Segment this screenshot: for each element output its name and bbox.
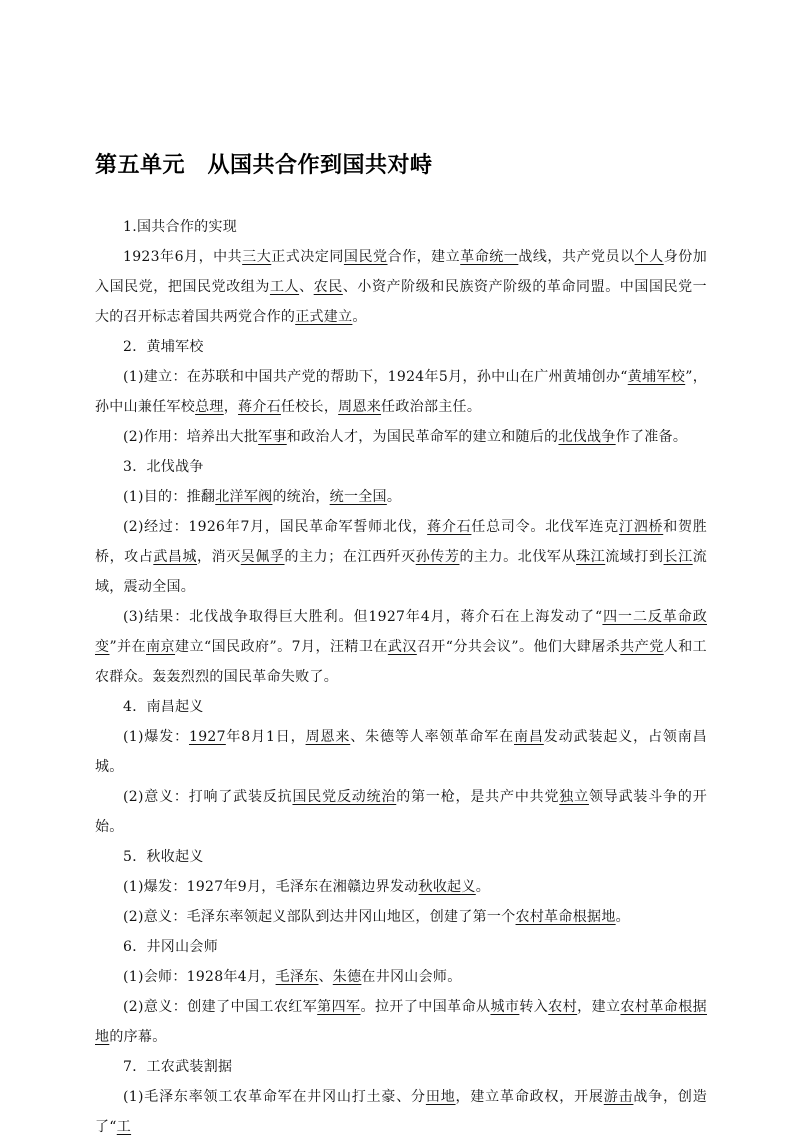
underlined-keyword: 汀泗桥 <box>618 519 664 535</box>
underlined-keyword: 珠江 <box>576 549 606 565</box>
paragraph <box>95 962 707 992</box>
underlined-keyword: 第四军 <box>317 999 361 1015</box>
underlined-keyword: 周恩来 <box>305 729 351 745</box>
text-segment: ，建立革命政权，开展 <box>455 1089 604 1105</box>
document-body <box>95 212 707 1142</box>
text-segment: 的主力；在江西歼灭 <box>284 549 416 565</box>
paragraph <box>95 692 707 722</box>
text-segment: 、小资产阶级和民族资产阶级的革命同盟。中国国民党一大的召开标志着国共两党合作的 <box>95 279 707 325</box>
text-segment: 的序幕。 <box>109 1029 167 1045</box>
text-segment: 合作，建立 <box>387 249 461 265</box>
paragraph <box>95 452 707 482</box>
text-segment: (1)建立：在苏联和中国共产党的帮助下，1924年5月，孙中山在广州黄埔创办“ <box>123 369 628 385</box>
text-segment: 战争，创造了“ <box>95 1089 708 1135</box>
paragraph <box>95 902 707 932</box>
text-segment: 战线，共产党员以 <box>518 249 635 265</box>
text-segment: 3．北伐战争 <box>123 459 204 475</box>
paragraph <box>95 332 707 362</box>
text-segment: 作了准备。 <box>615 429 688 445</box>
text-segment: 6．井冈山会师 <box>123 939 219 955</box>
text-segment: 。 <box>386 489 402 505</box>
underlined-keyword: 蒋介石 <box>427 519 472 535</box>
underlined-keyword: 南京 <box>146 639 176 655</box>
text-segment: 。拉开了中国革命从 <box>360 999 491 1015</box>
paragraph <box>95 242 707 332</box>
text-segment: 召开“分共会议”。他们大肆屠杀 <box>416 639 621 655</box>
text-segment: 正式决定同 <box>271 249 344 265</box>
underlined-keyword: 毛泽东 <box>275 969 319 985</box>
underlined-keyword: 共产党 <box>620 639 664 655</box>
underlined-keyword: 田地 <box>425 1089 456 1105</box>
underlined-keyword: 1927 <box>188 729 226 745</box>
underlined-keyword: 农村革命根据地 <box>515 909 616 925</box>
underlined-keyword: 游击 <box>603 1089 634 1105</box>
text-segment: ，建立 <box>577 999 621 1015</box>
paragraph <box>95 932 707 962</box>
text-segment: 。 <box>352 309 367 325</box>
paragraph <box>95 602 707 692</box>
text-segment: (1)会师：1928年4月， <box>123 969 276 985</box>
text-segment: (2)意义：打响了武装反抗 <box>123 789 293 805</box>
paragraph <box>95 1052 707 1082</box>
underlined-keyword: 国民党反动统治 <box>292 789 397 805</box>
text-segment: ，消灭 <box>197 549 241 565</box>
underlined-keyword: 农民 <box>313 279 343 295</box>
text-segment: 的统治， <box>272 489 330 505</box>
underlined-keyword: 吴佩孚 <box>240 549 285 565</box>
text-segment: 和政治人才，为国民革命军的建立和随后的 <box>286 429 559 445</box>
paragraph <box>95 842 707 872</box>
underlined-keyword: 独立 <box>559 789 589 805</box>
text-segment: 和贺胜桥，攻占 <box>95 519 708 565</box>
paragraph <box>95 1082 707 1142</box>
underlined-keyword: 国民党 <box>343 249 388 265</box>
text-segment: 、朱德等人率领革命军在 <box>350 729 514 745</box>
text-segment: 1923年6月，中共 <box>123 249 243 265</box>
underlined-keyword: 武汉 <box>387 639 417 655</box>
underlined-keyword: 黄埔军校 <box>627 369 686 385</box>
text-segment: (2)意义：创建了中国工农红军 <box>123 999 318 1015</box>
text-segment: 领导武装斗争的开始。 <box>95 789 708 835</box>
text-segment: 在井冈山会师。 <box>361 969 462 985</box>
underlined-keyword: 朱德 <box>332 969 362 985</box>
text-segment: 2．黄埔军校 <box>123 339 204 355</box>
underlined-keyword: 周恩来 <box>338 399 382 415</box>
text-segment: 1.国共合作的实现 <box>123 219 238 235</box>
text-segment: 5．秋收起义 <box>123 849 204 865</box>
text-segment: 任校长， <box>280 399 339 415</box>
underlined-keyword: 武昌城 <box>153 549 198 565</box>
text-segment: ， <box>223 399 239 415</box>
text-segment: ”，孙中山兼任军校 <box>95 369 707 415</box>
underlined-keyword: 工 <box>116 1119 132 1135</box>
underlined-keyword: 个人 <box>634 249 664 265</box>
text-segment: (2)作用：培养出大批 <box>123 429 259 445</box>
underlined-keyword: 城市 <box>490 999 520 1015</box>
text-segment: 。 <box>615 909 630 925</box>
underlined-keyword: 三大 <box>242 249 272 265</box>
paragraph <box>95 212 707 242</box>
text-segment: ”并在 <box>109 639 147 655</box>
underlined-keyword: 革命统一 <box>460 249 519 265</box>
text-segment: (1)爆发：1927年9月，毛泽东在湘赣边界发动 <box>123 879 419 895</box>
text-segment: (2)意义：毛泽东率领起义部队到达井冈山地区，创建了第一个 <box>123 909 516 925</box>
text-segment: 流域，震动全国。 <box>95 549 707 595</box>
text-segment: 身份加入国民党，把国民党改组为 <box>95 249 708 295</box>
text-segment: (1)爆发： <box>123 729 189 745</box>
underlined-keyword: 农村 <box>548 999 578 1015</box>
underlined-keyword: 孙传芳 <box>415 549 460 565</box>
text-segment: 任总司令。北伐军连克 <box>471 519 619 535</box>
underlined-keyword: 工人 <box>269 279 300 295</box>
text-segment: (3)结果：北伐战争取得巨大胜利。但1927年4月，蒋介石在上海发动了“ <box>123 609 603 625</box>
text-segment: 的主力。北伐军从 <box>459 549 577 565</box>
underlined-keyword: 军事 <box>258 429 287 445</box>
text-segment: (1)目的：推翻 <box>123 489 216 505</box>
underlined-keyword: 农村革命根据地 <box>95 999 707 1045</box>
text-segment: 任政治部主任。 <box>381 399 482 415</box>
underlined-keyword: 统一全国 <box>329 489 387 505</box>
underlined-keyword: 总理 <box>195 399 224 415</box>
underlined-keyword: 四一二反革命政变 <box>95 609 707 655</box>
paragraph <box>95 782 707 842</box>
paragraph <box>95 482 707 512</box>
text-segment: 转入 <box>519 999 549 1015</box>
underlined-keyword: 长江 <box>663 549 693 565</box>
paragraph <box>95 722 707 782</box>
underlined-keyword: 北伐战争 <box>558 429 616 445</box>
text-segment: 流域打到 <box>605 549 664 565</box>
text-segment: 的第一枪，是共产中共党 <box>396 789 560 805</box>
text-segment: 年8月1日， <box>225 729 306 745</box>
text-segment: (2)经过：1926年7月，国民革命军誓师北伐， <box>123 519 428 535</box>
underlined-keyword: 蒋介石 <box>238 399 281 415</box>
text-segment: 4．南昌起义 <box>123 699 204 715</box>
paragraph <box>95 512 707 602</box>
paragraph <box>95 992 707 1052</box>
text-segment: 发动武装起义，占领南昌城。 <box>95 729 707 775</box>
text-segment: 、 <box>299 279 314 295</box>
underlined-keyword: 秋收起义 <box>418 879 476 895</box>
text-segment: 、 <box>318 969 333 985</box>
text-segment: 7．工农武装割据 <box>123 1059 233 1075</box>
text-segment: (1)毛泽东率领工农革命军在井冈山打土豪、分 <box>123 1089 426 1105</box>
text-segment: 。 <box>475 879 491 895</box>
underlined-keyword: 北洋军阀 <box>215 489 273 505</box>
text-segment: 人和工农群众。轰轰烈烈的国民革命失败了。 <box>95 639 707 685</box>
underlined-keyword: 南昌 <box>514 729 544 745</box>
unit-title: 第五单元 从国共合作到国共对峙 <box>95 153 433 178</box>
text-segment: 建立“国民政府”。7月，汪精卫在 <box>175 639 388 655</box>
paragraph <box>95 422 707 452</box>
paragraph <box>95 362 707 422</box>
paragraph <box>95 872 707 902</box>
underlined-keyword: 正式建立 <box>295 309 353 325</box>
